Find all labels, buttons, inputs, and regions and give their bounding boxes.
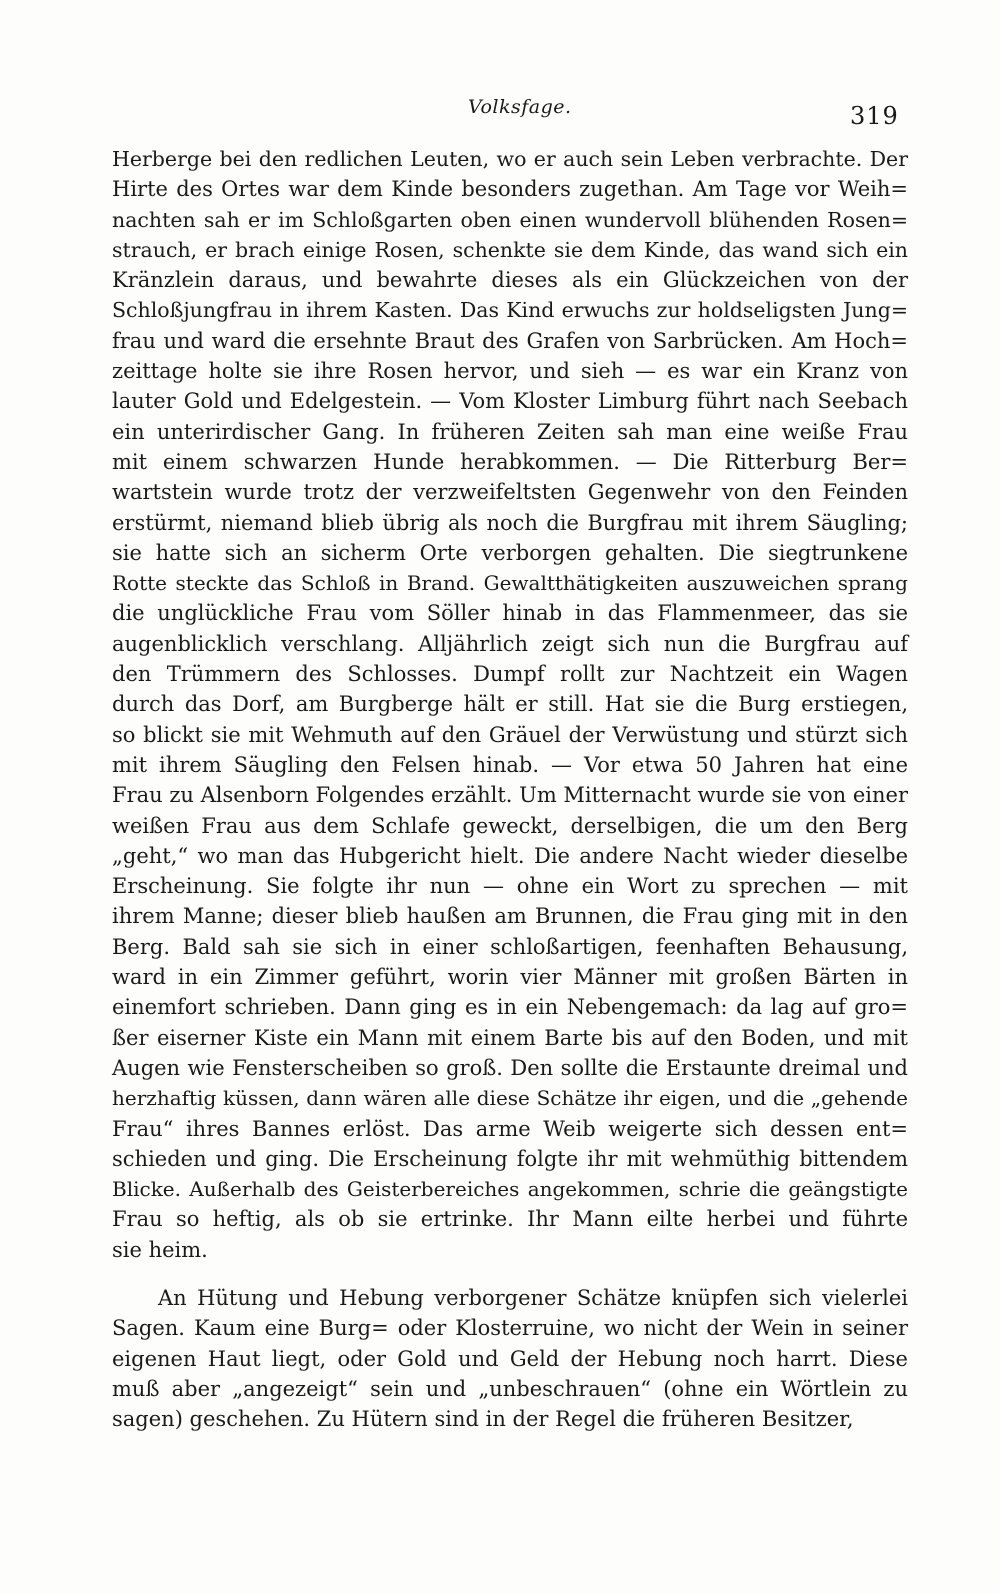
text-line: strauch, er brach einige Rosen, schenkte sie dem Kinde, das wand sich ein [112,237,908,262]
text-line: weißen Frau aus dem Schlafe geweckt, derselbigen, die um den Berg [112,813,908,838]
text-line: so blickt sie mit Wehmuth auf den Gräuel der Verwüstung und stürzt sich [112,722,908,747]
text-line: zeittage holte sie ihre Rosen hervor, und sieh — es war ein Kranz von [112,359,908,384]
text-line: erstürmt, niemand blieb übrig als noch die Burgfrau mit ihrem Säugling; [112,510,908,535]
running-head [0,96,1000,132]
text-line: Herberge bei den redlichen Leuten, wo er auch sein Leben verbrachte. Der [112,147,908,171]
text-line: herzhaftig küssen, dann wären alle diese Schätze ihr eigen, und die „gehende [112,1086,908,1111]
text-line: ein unterirdischer Gang. In früheren Zeiten sah man eine weiße Frau [112,419,908,444]
paragraph [112,144,908,1265]
text-line: schieden und ging. Die Erscheinung folgte ihr mit wehmüthig bittendem [112,1146,908,1171]
text-line: augenblicklich verschlang. Alljährlich zeigt sich nun die Burgfrau auf [112,631,908,656]
text-line: ßer eiserner Kiste ein Mann mit einem Barte bis auf den Boden, und mit [112,1025,908,1050]
running-title: Volksfage. [468,96,572,118]
paragraph [112,1283,908,1434]
text-line: eigenen Haut liegt, oder Gold und Geld der Hebung noch harrt. Diese [112,1346,908,1371]
text-line: Hirte des Ortes war dem Kinde besonders zugethan. Am Tage vor Weih= [112,177,908,202]
text-line: Frau zu Alsenborn Folgendes erzählt. Um Mitternacht wurde sie von einer [112,783,908,808]
text-line: Erscheinung. Sie folgte ihr nun — ohne ein Wort zu sprechen — mit [112,874,908,899]
text-line: den Trümmern des Schlosses. Dumpf rollt zur Nachtzeit ein Wagen [112,662,908,687]
text-line: ihrem Manne; dieser blieb haußen am Brunnen, die Frau ging mit in den [112,904,908,929]
text-line: Sagen. Kaum eine Burg= oder Klosterruine, wo nicht der Wein in seiner [112,1316,908,1341]
text-line: Rotte steckte das Schloß in Brand. Gewaltthätigkeiten auszuweichen sprang [112,571,908,596]
text-line: Frau so heftig, als ob sie ertrinke. Ihr Mann eilte herbei und führte [112,1207,908,1232]
text-line: Berg. Bald sah sie sich in einer schloßartigen, feenhaften Behausung, [112,934,908,959]
text-line: Kränzlein daraus, und bewahrte dieses als ein Glückzeichen von der [112,268,908,293]
text-line: wartstein wurde trotz der verzweifeltsten Gegenwehr von den Feinden [112,480,908,505]
page-number: 319 [850,102,899,130]
text-line: ward in ein Zimmer geführt, worin vier Männer mit großen Bärten in [112,965,908,990]
text-line: „geht,“ wo man das Hubgericht hielt. Die andere Nacht wieder dieselbe [112,843,908,868]
text-line: Augen wie Fensterscheiben so groß. Den sollte die Erstaunte dreimal und [112,1055,908,1080]
text-line: mit ihrem Säugling den Felsen hinab. — Vor etwa 50 Jahren hat eine [112,752,908,777]
text-line: Schloßjungfrau in ihrem Kasten. Das Kind erwuchs zur holdseligsten Jung= [112,298,908,323]
body-text [112,144,908,1434]
text-line: sagen) geschehen. Zu Hütern sind in der Regel die früheren Besitzer, [112,1407,854,1432]
text-line: muß aber „angezeigt“ sein und „unbeschrauen“ (ohne ein Wörtlein zu [112,1376,908,1401]
text-line: die unglückliche Frau vom Söller hinab in das Flammenmeer, das sie [112,601,908,626]
text-line: Blicke. Außerhalb des Geisterbereiches angekommen, schrie die geängstigte [112,1177,908,1202]
text-line: mit einem schwarzen Hunde herabkommen. — Die Ritterburg Ber= [112,449,908,474]
text-line: sie heim. [112,1237,208,1262]
text-line: Frau“ ihres Bannes erlöst. Das arme Weib weigerte sich dessen ent= [112,1116,908,1141]
text-line: frau und ward die ersehnte Braut des Grafen von Sarbrücken. Am Hoch= [112,328,908,353]
text-line: durch das Dorf, am Burgberge hält er still. Hat sie die Burg erstiegen, [112,692,908,717]
text-line: nachten sah er im Schloßgarten oben einen wundervoll blühenden Rosen= [112,207,908,232]
text-line: lauter Gold und Edelgestein. — Vom Kloster Limburg führt nach Seebach [112,389,908,414]
text-line: An Hütung und Hebung verborgener Schätze knüpfen sich vielerlei [158,1285,908,1310]
text-line: einemfort schrieben. Dann ging es in ein Nebengemach: da lag auf gro= [112,995,908,1020]
text-line: sie hatte sich an sicherm Orte verborgen gehalten. Die siegtrunkene [112,540,908,565]
